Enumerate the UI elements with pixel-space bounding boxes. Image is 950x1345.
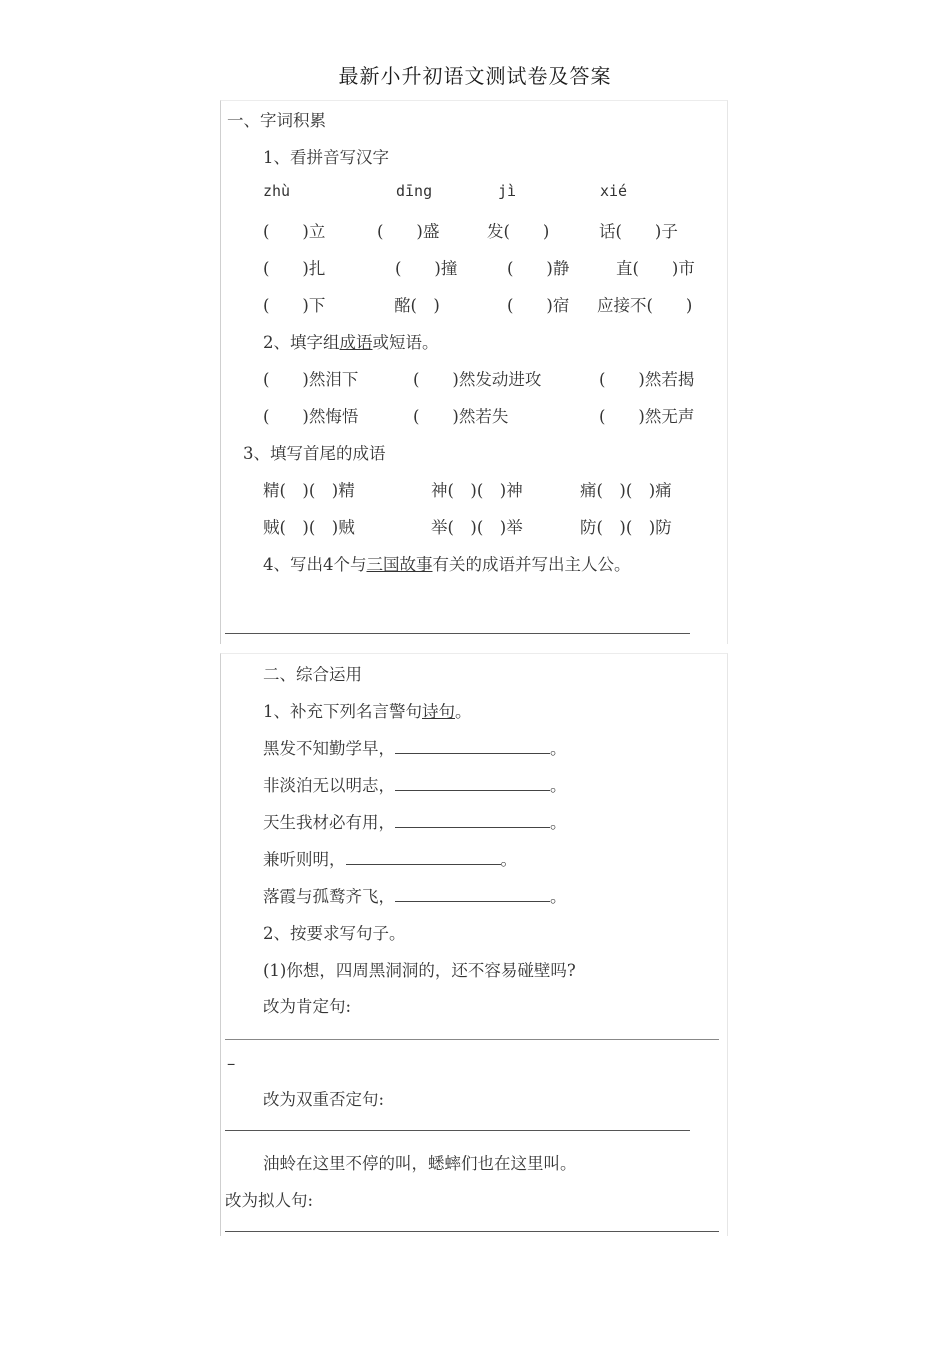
pinyin-3: jì bbox=[498, 182, 517, 200]
sentence-1-task-affirmative: 改为肯定句: bbox=[263, 997, 352, 1016]
section-one-panel bbox=[220, 100, 728, 644]
quote-line-5-text: 落霞与孤鹜齐飞， bbox=[263, 887, 395, 906]
document-title: 最新小升初语文测试卷及答案 bbox=[338, 64, 612, 88]
quote-line-4-text: 兼听则明， bbox=[263, 850, 346, 869]
q2-label-pre: 2、填字组 bbox=[263, 333, 340, 352]
q3-row1-cell2: 神( )( )神 bbox=[431, 481, 523, 500]
q1-row1-cell3: 发( ) bbox=[487, 222, 550, 241]
q1-row2-cell3: ( )静 bbox=[507, 259, 570, 278]
q1-row1-cell1: ( )立 bbox=[263, 222, 326, 241]
section-two-panel bbox=[220, 653, 728, 1236]
quote-line-1 bbox=[263, 735, 567, 759]
quote-line-1-end: 。 bbox=[550, 739, 567, 758]
q3-row2-cell2: 举( )( )举 bbox=[431, 518, 523, 537]
quote-line-4 bbox=[263, 846, 517, 870]
q1-row2-cell4: 直( )市 bbox=[616, 259, 695, 278]
quote-line-2-end: 。 bbox=[550, 776, 567, 795]
q3-row2-cell3: 防( )( )防 bbox=[580, 518, 672, 537]
q2-label-underlined: 成语 bbox=[339, 333, 373, 352]
pinyin-1: zhù bbox=[263, 182, 291, 200]
quote-line-3 bbox=[263, 809, 567, 833]
quote-line-3-text: 天生我材必有用， bbox=[263, 813, 395, 832]
quote-line-2 bbox=[263, 772, 567, 796]
quote-line-5-blank[interactable] bbox=[395, 887, 550, 902]
stray-dash: – bbox=[227, 1054, 236, 1073]
q1-row3-cell1: ( )下 bbox=[263, 296, 326, 315]
quote-line-1-text: 黑发不知勤学早， bbox=[263, 739, 395, 758]
s2-q1-label-post: 。 bbox=[455, 702, 472, 721]
q2-label bbox=[263, 329, 439, 353]
q2-row2-cell1: ( )然悔悟 bbox=[263, 407, 359, 426]
q2-row1-cell2: ( )然发动进攻 bbox=[413, 370, 542, 389]
q2-row2-cell3: ( )然无声 bbox=[599, 407, 695, 426]
section-one-heading: 一、字词积累 bbox=[227, 111, 326, 130]
q1-label: 1、看拼音写汉字 bbox=[263, 148, 389, 167]
q4-label-post: 有关的成语并写出主人公。 bbox=[432, 555, 631, 574]
s2-q1-label-underlined: 诗句 bbox=[422, 702, 455, 721]
quote-line-4-blank[interactable] bbox=[346, 850, 501, 865]
q2-label-post: 或短语。 bbox=[372, 333, 439, 352]
personification-answer-line[interactable] bbox=[225, 1231, 719, 1232]
q3-row2-cell1: 贼( )( )贼 bbox=[263, 518, 355, 537]
quote-line-3-blank[interactable] bbox=[395, 813, 550, 828]
q1-row1-cell4: 话( )子 bbox=[599, 222, 678, 241]
quote-line-5 bbox=[263, 883, 567, 907]
double-negative-answer-line[interactable] bbox=[225, 1130, 690, 1131]
quote-line-1-blank[interactable] bbox=[395, 739, 550, 754]
q1-row3-cell2: 酩( ) bbox=[394, 296, 440, 315]
q4-label-pre: 4、写出4个与 bbox=[263, 555, 367, 574]
q2-row1-cell1: ( )然泪下 bbox=[263, 370, 359, 389]
sentence-2: 油蛉在这里不停的叫，蟋蟀们也在这里叫。 bbox=[263, 1154, 577, 1173]
quote-line-5-end: 。 bbox=[550, 887, 567, 906]
q3-row1-cell3: 痛( )( )痛 bbox=[580, 481, 672, 500]
q1-row1-cell2: ( )盛 bbox=[377, 222, 440, 241]
pinyin-2: dīng bbox=[396, 182, 433, 200]
q4-label bbox=[263, 551, 631, 575]
q3-label: 3、填写首尾的成语 bbox=[243, 444, 386, 463]
q2-row1-cell3: ( )然若揭 bbox=[599, 370, 695, 389]
q4-answer-line[interactable] bbox=[225, 633, 690, 634]
sentence-1-task-double-negative: 改为双重否定句: bbox=[263, 1090, 385, 1109]
q3-row1-cell1: 精( )( )精 bbox=[263, 481, 355, 500]
s2-q2-label: 2、按要求写句子。 bbox=[263, 924, 406, 943]
q1-row3-cell4: 应接不( ) bbox=[597, 296, 693, 315]
q4-label-underlined: 三国故事 bbox=[366, 555, 433, 574]
quote-line-4-end: 。 bbox=[500, 850, 517, 869]
section-two-heading: 二、综合运用 bbox=[263, 665, 362, 684]
pinyin-4: xié bbox=[600, 182, 628, 200]
q1-row2-cell2: ( )撞 bbox=[395, 259, 458, 278]
q1-row3-cell3: ( )宿 bbox=[507, 296, 570, 315]
quote-line-3-end: 。 bbox=[550, 813, 567, 832]
q1-row2-cell1: ( )扎 bbox=[263, 259, 326, 278]
q2-row2-cell2: ( )然若失 bbox=[413, 407, 509, 426]
quote-line-2-text: 非淡泊无以明志， bbox=[263, 776, 395, 795]
affirmative-answer-line[interactable] bbox=[225, 1039, 719, 1040]
quote-line-2-blank[interactable] bbox=[395, 776, 550, 791]
s2-q1-label-pre: 1、补充下列名言警句 bbox=[263, 702, 422, 721]
s2-q1-label bbox=[263, 698, 472, 722]
sentence-1: (1)你想，四周黑洞洞的，还不容易碰壁吗? bbox=[263, 961, 576, 980]
sentence-2-task-personification: 改为拟人句: bbox=[225, 1191, 314, 1210]
